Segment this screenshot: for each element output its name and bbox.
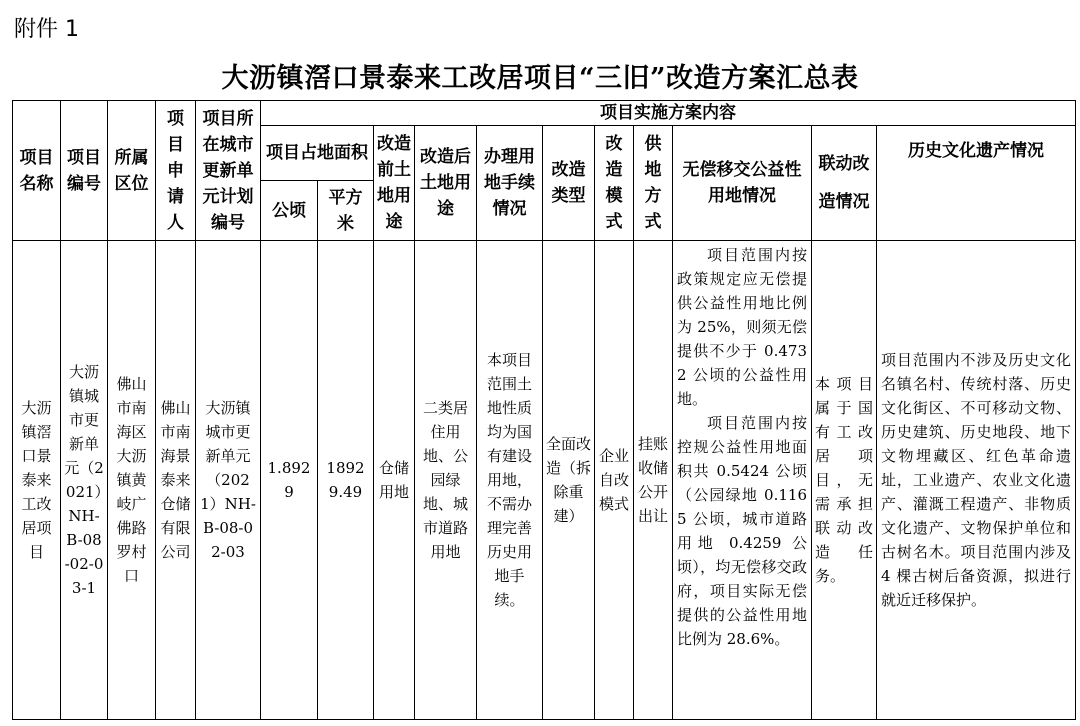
attachment-label: 附件 1 — [14, 17, 79, 42]
cell-region: 佛山市南海区大沥镇黄岐广佛路罗村口 — [108, 241, 156, 720]
header-linked: 联动改造情况 — [812, 126, 877, 241]
header-pre-use: 改造前土地用途 — [374, 126, 415, 241]
cell-project-name: 大沥镇滘口景泰来工改居项目 — [13, 241, 61, 720]
header-unit-plan-no: 项目所在城市更新单元计划编号 — [196, 101, 261, 241]
cell-pre-use: 仓储用地 — [374, 241, 415, 720]
header-post-use: 改造后土地用途 — [415, 126, 477, 241]
public-land-paragraph-2: 项目范围内按控规公益性用地面积共 0.5424 公顷（公园绿地 0.1165 公顷，城市道路用地 0.4259 公顷），均无偿移交政府，项目实际无偿提供的公益性用地比例为 28.6%。 — [677, 414, 807, 648]
header-project-name: 项目名称 — [13, 101, 61, 241]
header-heritage: 历史文化遗产情况 — [877, 126, 1076, 241]
cell-project-no: 大沥镇城市更新单元（2021）NH-B-08-02-03-1 — [61, 241, 108, 720]
cell-public-land — [673, 241, 812, 720]
summary-table — [12, 100, 1076, 720]
header-project-no: 项目编号 — [61, 101, 108, 241]
document-title: 大沥镇滘口景泰来工改居项目“三旧”改造方案汇总表 — [221, 63, 859, 94]
header-public-land: 无偿移交公益性用地情况 — [673, 126, 812, 241]
header-procedure: 办理用地手续情况 — [477, 126, 543, 241]
cell-procedure: 本项目范围土地性质均为国有建设用地，不需办理完善历史用地手续。 — [477, 241, 543, 720]
header-sqm: 平方米 — [318, 181, 374, 241]
cell-supply: 挂账收储公开出让 — [634, 241, 673, 720]
header-implementation: 项目实施方案内容 — [261, 101, 1076, 126]
header-hectare: 公顷 — [261, 181, 318, 241]
header-type: 改造类型 — [543, 126, 595, 241]
header-region: 所属区位 — [108, 101, 156, 241]
cell-type: 全面改造（拆除重建） — [543, 241, 595, 720]
cell-unit-plan-no: 大沥镇城市更新单元（2021）NH-B-08-02-03 — [196, 241, 261, 720]
table-row — [13, 241, 1076, 720]
public-land-paragraph-1: 项目范围内按政策规定应无偿提供公益性用地比例为 25%，则须无偿提供不少于 0.4732 公顷的公益性用地。 — [677, 246, 807, 408]
cell-heritage: 项目范围内不涉及历史文化名镇名村、传统村落、历史文化街区、不可移动文物、历史建筑、历史地段、地下文物埋藏区、红色革命遗址，工业遗产、农业文化遗产、灌溉工程遗产、非物质文化遗产、文物保护单位和古树名木。项目范围内涉及 4 棵古树后备资源，拟进行就近迁移保护。 — [877, 241, 1076, 720]
cell-linked: 本项目属于国有工改居项目，无需承担联动改造任务。 — [812, 241, 877, 720]
header-land-area: 项目占地面积 — [261, 126, 374, 181]
cell-applicant: 佛山市南海景泰来仓储有限公司 — [156, 241, 196, 720]
header-mode: 改造模式 — [595, 126, 634, 241]
cell-hectare: 1.8929 — [261, 241, 318, 720]
header-applicant: 项目申请人 — [156, 101, 196, 241]
cell-post-use: 二类居住用地、公园绿地、城市道路用地 — [415, 241, 477, 720]
cell-mode: 企业自改模式 — [595, 241, 634, 720]
cell-sqm: 18929.49 — [318, 241, 374, 720]
header-supply: 供地方式 — [634, 126, 673, 241]
